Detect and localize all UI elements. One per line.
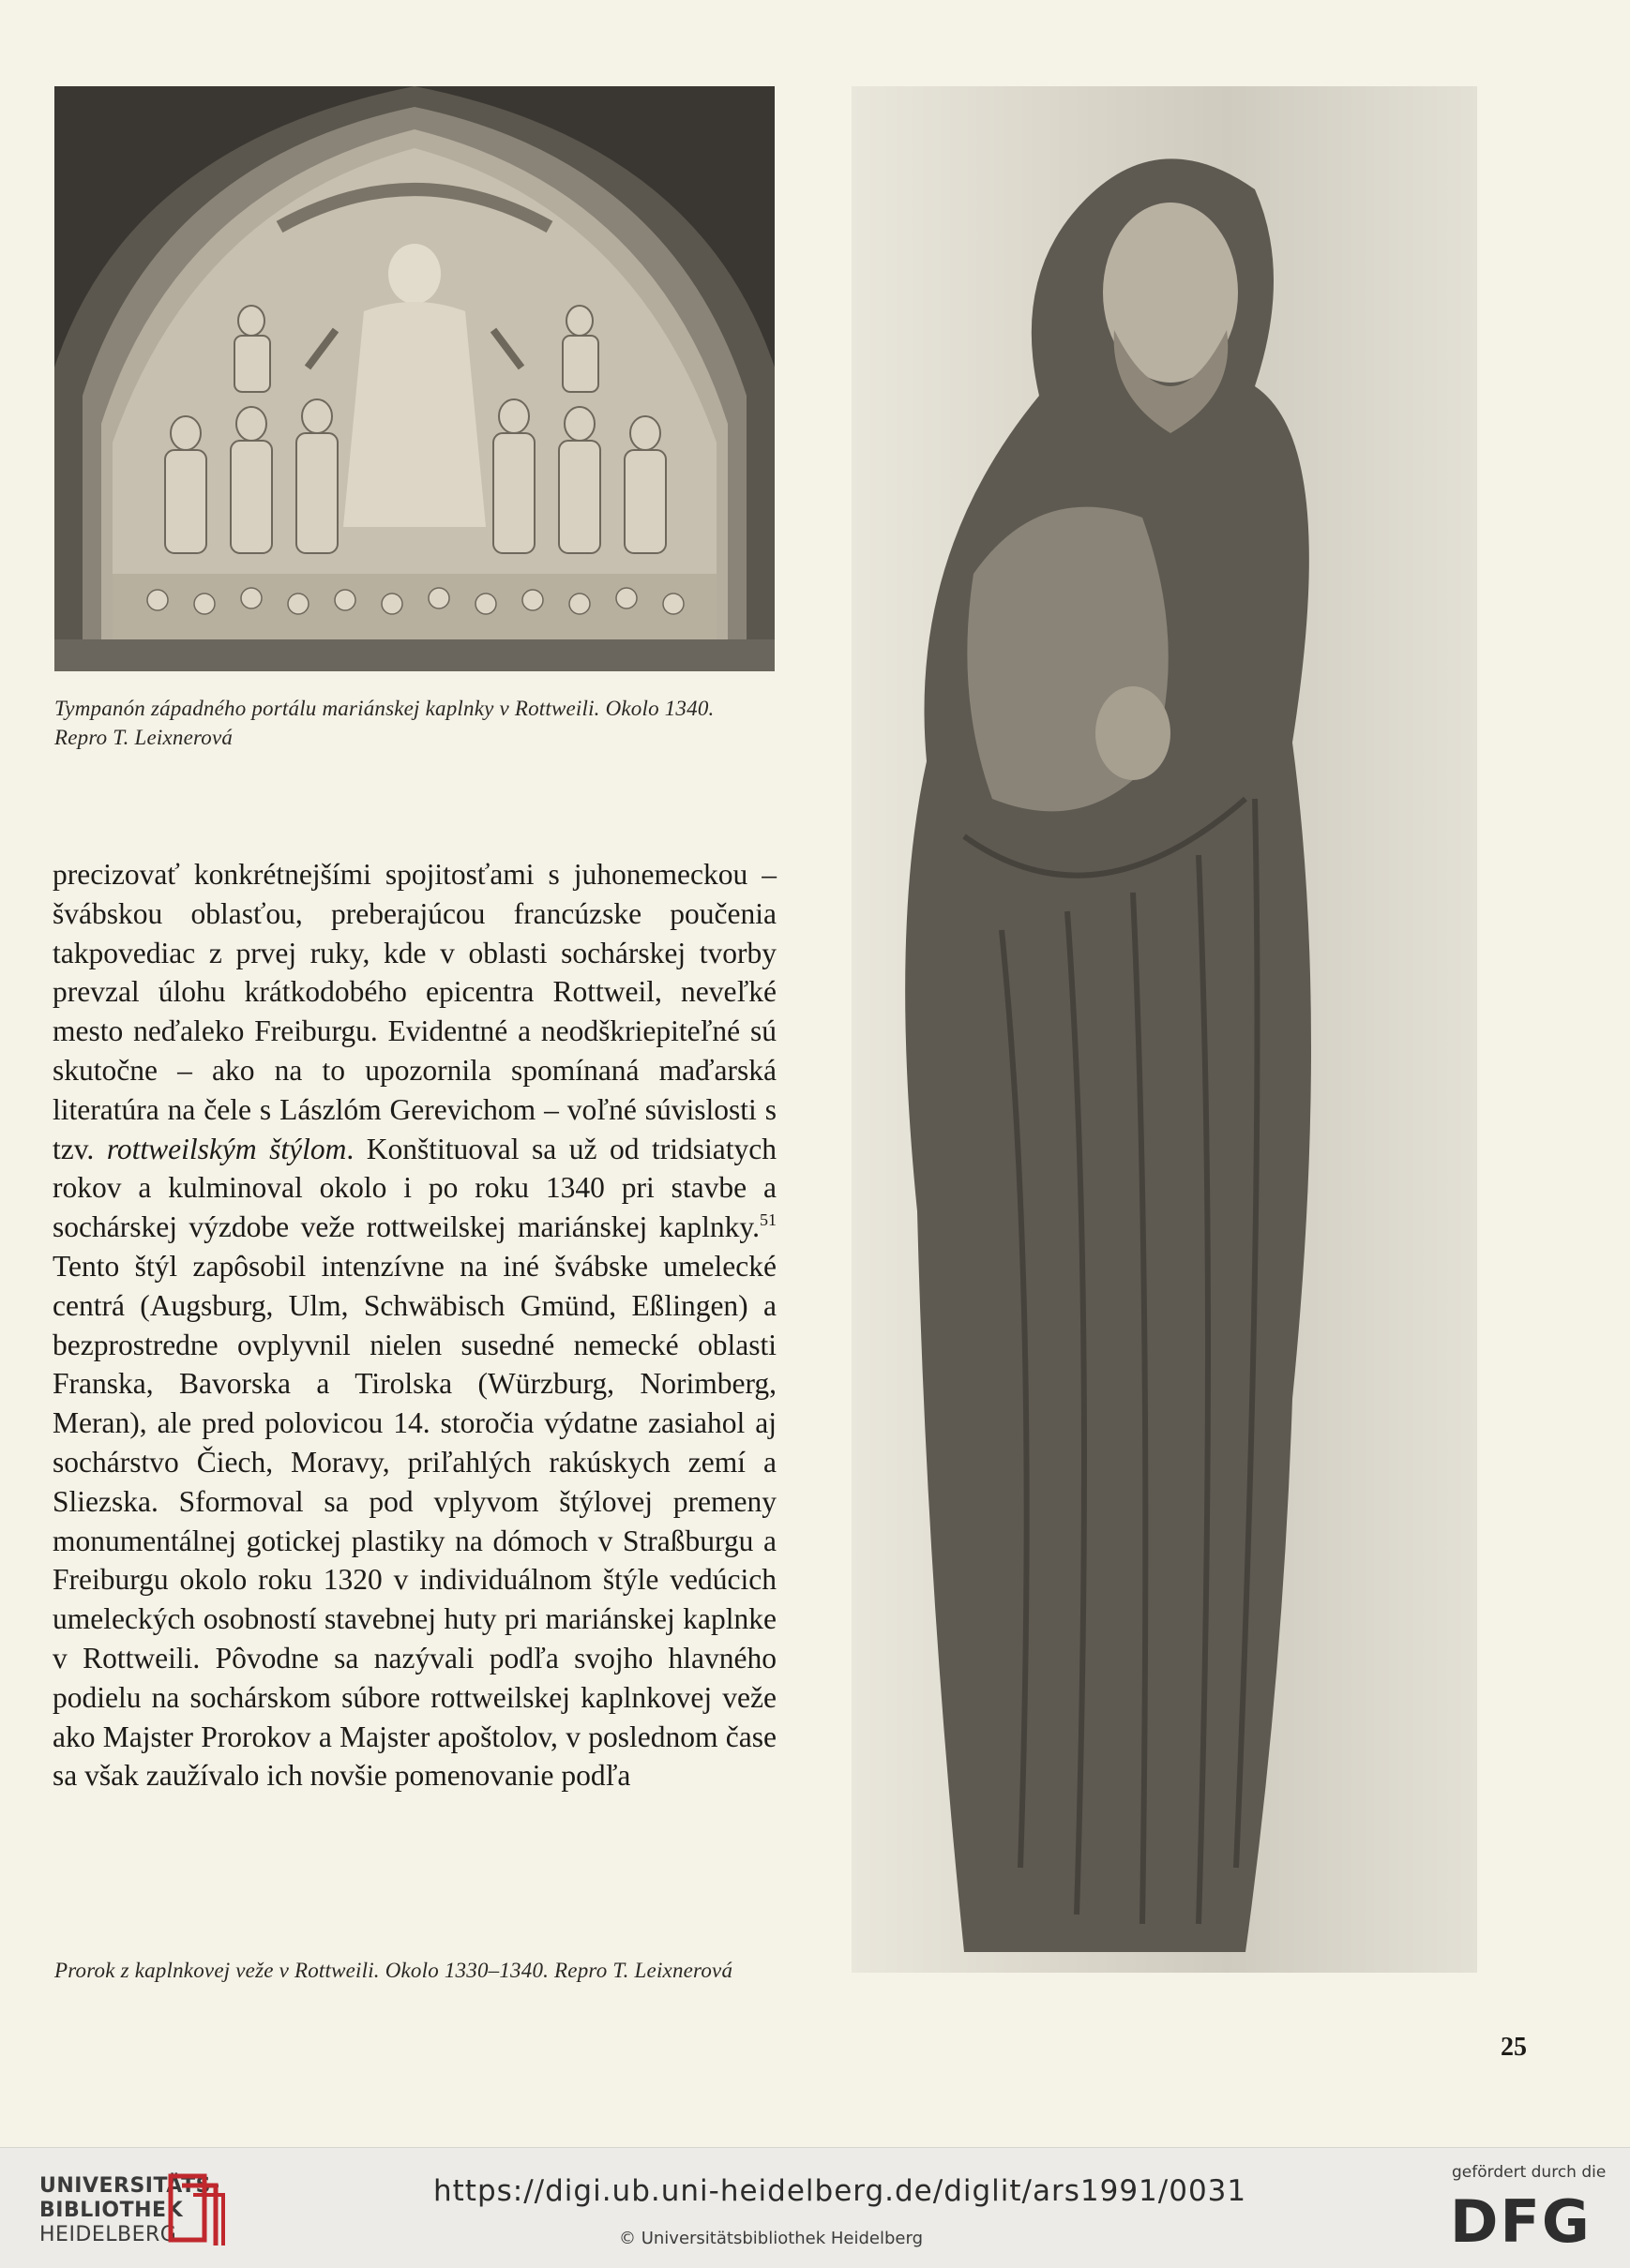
- document-url-link[interactable]: https://digi.ub.uni-heidelberg.de/diglit/ars1991/0031: [433, 2174, 1247, 2208]
- body-text: [53, 855, 777, 1795]
- footer-bar: [0, 2147, 1630, 2268]
- tympanum-caption-line-2: Repro T. Leixnerová: [54, 726, 234, 749]
- tympanum-photo: [54, 86, 775, 671]
- library-logo-icon[interactable]: [165, 2170, 225, 2245]
- tympanum-caption: [54, 694, 795, 752]
- prophet-statue-illustration: [852, 86, 1477, 1973]
- footnote-reference[interactable]: 51: [760, 1210, 777, 1230]
- body-italic-term: rottweilským štýlom: [106, 1132, 347, 1165]
- copyright-notice: © Universitätsbibliothek Heidelberg: [619, 2229, 924, 2248]
- body-text-part-1: precizovať konkrétnejšími spojitosťami s juhonemeckou – švábskou oblasťou, preberajúcou francúzske poučenia takpovediac z prvej ruky, kde v oblasti sochárskej tvorby prevzal úlohu krátkodobého epicentra Rottweil, neveľké mesto neďaleko Freiburgu. Evidentné a neodškriepiteľné sú skutočne – ako na to upozornila spomínaná maďarská literatúra na čele s Lászlóm Gerevichom – voľné súvislosti s tzv.: [53, 858, 777, 1165]
- dfg-logo[interactable]: DFG: [1450, 2187, 1592, 2256]
- library-name-line-1: UNIVERSITÄTS-: [39, 2174, 220, 2198]
- library-name-line-2: BIBLIOTHEK: [39, 2199, 184, 2222]
- prophet-statue-photo: [852, 86, 1477, 1973]
- body-text-part-3: Tento štýl zapôsobil intenzívne na iné švábske umelecké centrá (Augsburg, Ulm, Schwäbisch Gmünd, Eßlingen) a bezprostredne ovplyvnil nielen susedné nemecké oblasti Franska, Bavorska a Tirolska (Würzburg, Norimberg, Meran), ale pred polovicou 14. storočia výdatne zasiahol aj sochárstvo Čiech, Moravy, priľahlých rakúskych zemí a Sliezska. Sformoval sa pod vplyvom štýlovej premeny monumentálnej gotickej plastiky na dómoch v Straßburgu a Freiburgu okolo roku 1320 v individuálnom štýle vedúcich umeleckých osobností stavebnej huty pri mariánskej kaplnke v Rottweili. Pôvodne sa nazývali podľa svojho hlavného podielu na sochárskom súbore rottweilskej kaplnkovej veže ako Majster Prorokov a Majster apoštolov, v poslednom čase sa však zaužívalo ich novšie pomenovanie podľa: [53, 1249, 777, 1793]
- library-name-line-3: HEIDELBERG: [39, 2223, 177, 2246]
- tympanum-illustration: [54, 86, 775, 671]
- prophet-caption: Prorok z kaplnkovej veže v Rottweili. Okolo 1330–1340. Repro T. Leixnerová: [54, 1959, 733, 1982]
- body-text-part-2: . Konštituoval sa už od tridsiatych rokov a kulminoval okolo i po roku 1340 pri stavbe a sochárskej výzdobe veže rottweilskej mariánskej kaplnky.: [53, 1132, 777, 1244]
- funded-by-label: gefördert durch die: [1452, 2163, 1607, 2182]
- page-number: 25: [1501, 2033, 1527, 2062]
- body-paragraph: [53, 855, 777, 1795]
- tympanum-caption-line-1: Tympanón západného portálu mariánskej kaplnky v Rottweili. Okolo 1340.: [54, 697, 715, 720]
